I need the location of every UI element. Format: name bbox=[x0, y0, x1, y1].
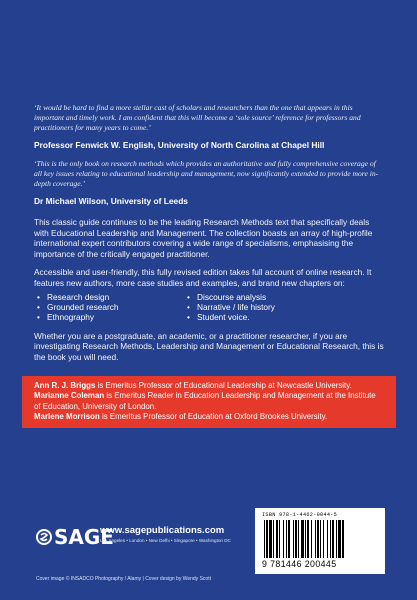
chapter-list-right bbox=[184, 292, 334, 323]
author-bio-1 bbox=[34, 381, 384, 391]
author-description: is Emeritus Professor of Education at Oxford Brookes University. bbox=[99, 411, 328, 421]
author-bio-2 bbox=[34, 391, 384, 412]
publisher-info bbox=[100, 525, 231, 543]
isbn-label: ISBN 978-1-4462-0044-5 bbox=[262, 512, 338, 518]
chapter-list bbox=[34, 292, 384, 323]
list-item: • Narrative / life history bbox=[184, 302, 334, 312]
sage-swirl-icon bbox=[36, 529, 52, 545]
publisher-cities: Los Angeles • London • New Delhi • Singapore • Washington DC bbox=[100, 538, 231, 543]
publisher-url[interactable]: www.sagepublications.com bbox=[100, 525, 225, 536]
review-attribution-2: Dr Michael Wilson, University of Leeds bbox=[34, 196, 188, 206]
author-name: Marianne Coleman bbox=[34, 391, 105, 401]
cover-text bbox=[34, 103, 384, 363]
author-bios bbox=[22, 376, 396, 428]
description-paragraph-1: This classic guide continues to be the leading Research Methods text that specifically deals with Educational Leadership and Management. The collection boasts an array of high-profile international expert contributors covering a wide range of specialisms, emphasising the importance of the critically engaged practitioner. bbox=[34, 217, 373, 259]
review-quote-2: ‘This is the only book on research methods which provides an authoritative and fully comprehensive coverage of all key issues relating to educational leadership and management, now significantly extended to provide more in-depth coverage.’ bbox=[34, 159, 379, 188]
list-item: • Grounded research bbox=[34, 302, 184, 312]
cover-credits: Cover image © INSADCO Photography / Alamy | Cover design by Wendy Scott bbox=[36, 576, 211, 582]
author-name: Ann R. J. Briggs bbox=[34, 381, 96, 390]
list-item: • Student voice. bbox=[184, 312, 334, 322]
chapter-list-left bbox=[34, 292, 184, 323]
author-name: Marlene Morrison bbox=[34, 411, 100, 421]
review-attribution-1: Professor Fenwick W. English, University of North Carolina at Chapel Hill bbox=[34, 140, 325, 150]
author-bio-3 bbox=[34, 412, 384, 422]
barcode-number: 9 781446 200445 bbox=[262, 559, 337, 569]
author-description: is Emeritus Reader in Education Leadership and Management at the Institute of Education, University of London. bbox=[34, 391, 376, 411]
author-description: is Emeritus Professor of Educational Leadership at Newcastle University. bbox=[95, 381, 352, 390]
description-paragraph-3: Whether you are a postgraduate, an academic, or a practitioner researcher, if you are investigating Research Methods, Leadership and Management or Educational Research, this is the book you will need. bbox=[34, 330, 384, 362]
description-paragraph-2: Accessible and user-friendly, this fully revised edition takes full account of online research. It features new authors, more case studies and examples, and brand new chapters on: bbox=[34, 267, 372, 288]
publisher-logo-text: SAGE bbox=[54, 525, 114, 549]
barcode bbox=[255, 508, 385, 574]
list-item: • Discourse analysis bbox=[184, 292, 334, 302]
list-item: • Ethnography bbox=[34, 312, 184, 322]
review-quote-1: ‘It would be hard to find a more stellar cast of scholars and researchers than the one that appears in this important and timely work. I am confident that this will become a ‘sole source’ reference for professors and practitioners for many years to come.’ bbox=[34, 103, 361, 132]
list-item: • Research design bbox=[34, 292, 184, 302]
barcode-bars-icon bbox=[262, 520, 378, 558]
